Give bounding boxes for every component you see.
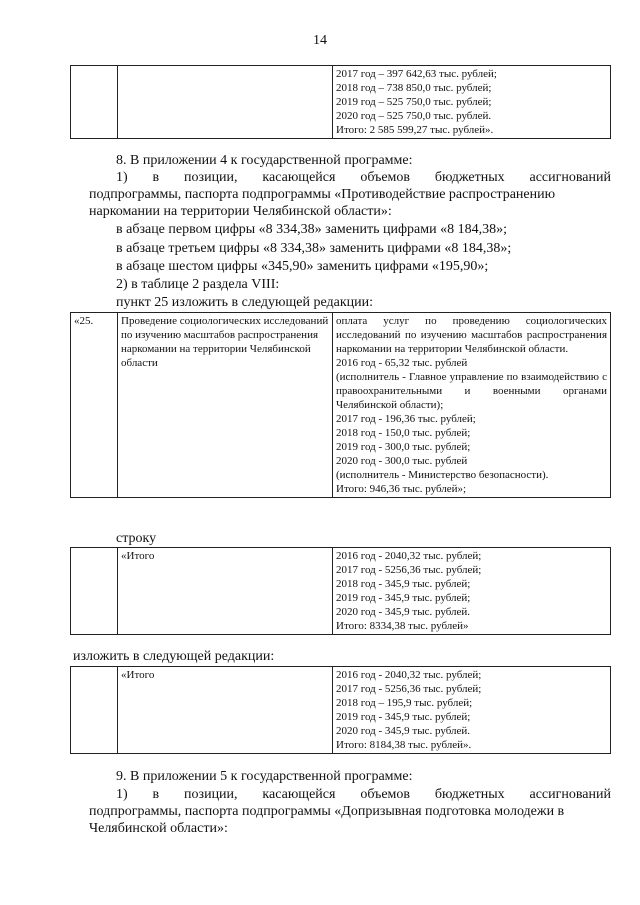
label-new-edition: изложить в следующей редакции: [73,649,275,664]
old-total-col1 [71,548,118,635]
section8-sub-c: в абзаце шестом цифры «345,90» заменить цифрами «195,90»; [116,259,489,274]
item25-year-2016: 2016 год - 65,32 тыс. рублей [336,357,468,369]
funding-line: 2020 год - 345,9 тыс. рублей. [336,606,471,618]
item25-year-2019: 2019 год - 300,0 тыс. рублей; [336,441,471,453]
section9-heading: 9. В приложении 5 к государственной программе: [116,769,413,784]
item25-number: «25. [71,313,118,498]
funding-line: 2017 год – 397 642,63 тыс. рублей; [336,68,497,80]
item25-description: оплата услуг по проведению социологических исследований по изучению масштабов распространения наркомании на территории Челябинской области. [336,315,607,355]
funding-line: 2017 год - 5256,36 тыс. рублей; [336,683,482,695]
item25-table [70,312,611,498]
item25-executor-2: (исполнитель - Министерство безопасности). [336,469,549,481]
funding-line: 2019 год - 345,9 тыс. рублей; [336,711,471,723]
section9-item1-first-line: 1) в позиции, касающейся объемов бюджетных ассигнований [116,787,611,802]
old-total-table [70,547,611,635]
funding-line: 2018 год – 738 850,0 тыс. рублей; [336,82,492,94]
top-table [70,65,611,139]
section8-heading: 8. В приложении 4 к государственной программе: [116,153,413,168]
new-total-funding-cell [333,667,611,754]
page-number: 14 [313,33,327,48]
top-table-col1 [71,66,118,139]
section8-item2-sub: пункт 25 изложить в следующей редакции: [116,295,373,310]
funding-line: 2018 год - 345,9 тыс. рублей; [336,578,471,590]
funding-line: 2017 год - 5256,36 тыс. рублей; [336,564,482,576]
funding-line: 2019 год - 345,9 тыс. рублей; [336,592,471,604]
section9-item1 [89,786,611,837]
new-total-col1 [71,667,118,754]
funding-line: 2020 год – 525 750,0 тыс. рублей. [336,110,492,122]
top-table-col2 [118,66,333,139]
funding-line: Итого: 8334,38 тыс. рублей» [336,620,469,632]
item25-year-2017: 2017 год - 196,36 тыс. рублей; [336,413,476,425]
item25-year-2018: 2018 год - 150,0 тыс. рублей; [336,427,471,439]
section8-item1-rest: подпрограммы, паспорта подпрограммы «Противодействие распространению наркомании на территории Челябинской области»: [89,187,556,219]
funding-line: 2016 год - 2040,32 тыс. рублей; [336,550,482,562]
section8-item2: 2) в таблице 2 раздела VIII: [116,277,280,292]
item25-funding-cell [333,313,611,498]
funding-line: 2019 год – 525 750,0 тыс. рублей; [336,96,492,108]
item25-total: Итого: 946,36 тыс. рублей»; [336,483,467,495]
section8-sub-b: в абзаце третьем цифры «8 334,38» заменить цифрами «8 184,38»; [116,241,512,256]
item25-executor-1: (исполнитель - Главное управление по взаимодействию с правоохранительными и военными органами Челябинской области); [336,371,607,411]
old-total-funding-cell [333,548,611,635]
funding-line: Итого: 2 585 599,27 тыс. рублей». [336,124,494,136]
top-table-funding-cell [333,66,611,139]
section9-item1-rest: подпрограммы, паспорта подпрограммы «Допризывная подготовка молодежи в Челябинской области»: [89,804,565,836]
old-total-label: «Итого [118,548,333,635]
section8-item1-first-line: 1) в позиции, касающейся объемов бюджетных ассигнований [116,170,611,185]
new-total-table [70,666,611,754]
label-stroku: строку [116,531,157,546]
section8-sub-a: в абзаце первом цифры «8 334,38» заменить цифрами «8 184,38»; [116,222,507,237]
section8-item1 [89,169,611,220]
funding-line: 2018 год – 195,9 тыс. рублей; [336,697,473,709]
item25-event: Проведение социологических исследований по изучению масштабов распространения наркомании на территории Челябинской области [118,313,333,498]
new-total-label: «Итого [118,667,333,754]
funding-line: 2020 год - 345,9 тыс. рублей. [336,725,471,737]
funding-line: 2016 год - 2040,32 тыс. рублей; [336,669,482,681]
item25-year-2020: 2020 год - 300,0 тыс. рублей [336,455,468,467]
funding-line: Итого: 8184,38 тыс. рублей». [336,739,472,751]
